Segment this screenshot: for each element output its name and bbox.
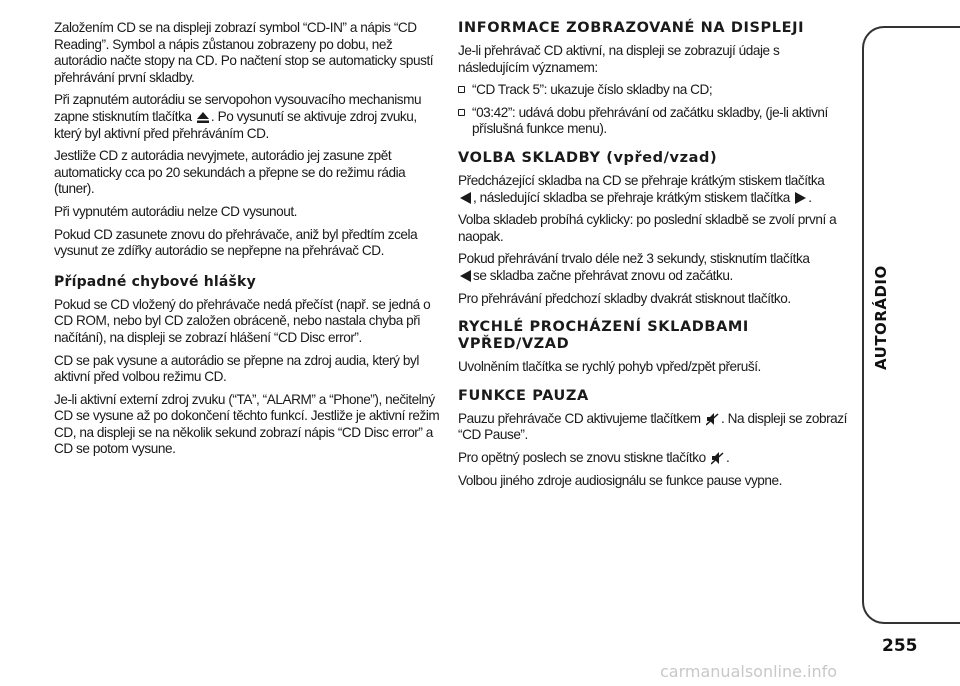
paragraph-previous-track: Pro přehrávání předchozí skladby dvakrát stisknout tlačítko.	[458, 290, 791, 306]
paragraph-source-switch: CD se pak vysune a autorádio se přepne na zdroj audia, který byl aktivní před volbou režimu CD.	[54, 352, 419, 385]
paragraph-disc-error: Pokud se CD vložený do přehrávače nedá přečíst (např. se jedná o CD ROM, nebo byl CD založen obráceně, nebo nastala chyba při načítání), na displeji se zobrazí hlášení “CD Disc error”.	[54, 296, 431, 345]
watermark: carmanualsonline.info	[660, 662, 838, 681]
mute-pause-icon	[711, 451, 724, 465]
paragraph-pause-activate: Pauzu přehrávače CD aktivujeme tlačítkem . Na displeji se zobrazí “CD Pause”.	[458, 410, 847, 443]
paragraph-external-source: Je-li aktivní externí zdroj zvuku (“TA”, “ALARM” a “Phone”), nečitelný CD se vysune až po dokončení těchto funkcí. Jestliže je aktivní režim CD, na displeji se na několik sekund zobrazí nápis “CD Disc error” a CD se potom vysune.	[54, 391, 440, 457]
heading-fast-browse: RYCHLÉ PROCHÁZENÍ SKLADBAMI VPŘED/VZAD	[458, 319, 749, 353]
eject-icon	[197, 112, 209, 123]
next-track-icon	[795, 192, 806, 204]
paragraph-display-info: Je-li přehrávač CD aktivní, na displeji se zobrazují údaje s následujícím významem:	[458, 43, 780, 75]
paragraph-cyclic: Volba skladeb probíhá cyklicky: po poslední skladbě se zvolí první a naopak.	[458, 212, 837, 244]
paragraph-no-eject-off: Při vypnutém autorádiu nelze CD vysunout.	[54, 203, 297, 219]
paragraph-eject: Při zapnutém autorádiu se servopohon vysouvacího mechanismu zapne stisknutím tlačítka . Po vysunutí se aktivuje zdroj zvuku, který byl aktivní před přehráváním CD.	[54, 92, 422, 141]
paragraph-reinsert: Pokud CD zasunete znovu do přehrávače, aniž byl předtím zcela vysunut ze zdířky autorádio se nepřepne na přehrávač CD.	[54, 226, 418, 259]
heading-track-select: VOLBA SKLADBY (vpřed/vzad)	[458, 149, 718, 166]
heading-pause: FUNKCE PAUZA	[458, 387, 589, 404]
paragraph-pause-resume: Pro opětný poslech se znovu stiskne tlačítko .	[458, 449, 730, 465]
checkbox-bullet-icon	[458, 86, 465, 93]
left-column	[54, 20, 440, 464]
checkbox-bullet-icon	[458, 109, 465, 116]
paragraph-cd-insert: Založením CD se na displeji zobrazí symbol “CD-IN” a nápis “CD Reading”. Symbol a nápis zůstanou zobrazeny po dobu, než autorádio načte stopy na CD. Po načtení stop se automaticky spustí přehrávání první skladby.	[54, 20, 434, 85]
prev-track-icon	[460, 270, 471, 282]
prev-track-icon	[460, 192, 471, 204]
section-tab-label: AUTORÁDIO	[872, 265, 890, 370]
paragraph-auto-reinsert: Jestliže CD z autorádia nevyjmete, autorádio jej zasune zpět automaticky cca po 20 sekundách a přepne se do režimu rádia (tuner).	[54, 148, 406, 197]
paragraph-track-buttons: Předcházející skladba na CD se přehraje krátkým stiskem tlačítka , následující skladba se přehraje krátkým stiskem tlačítka .	[458, 172, 825, 205]
heading-error-messages: Případné chybové hlášky	[54, 273, 256, 290]
mute-pause-icon	[706, 412, 719, 426]
paragraph-restart-track: Pokud přehrávání trvalo déle než 3 sekundy, stisknutím tlačítka se skladba začne přehrávat znovu od začátku.	[458, 251, 810, 283]
list-item: “03:42”: udává dobu přehrávání od začátku skladby, (je-li aktivní příslušná funkce menu).	[458, 105, 848, 138]
list-item: “CD Track 5”: ukazuje číslo skladby na CD;	[458, 82, 848, 99]
heading-display-info: INFORMACE ZOBRAZOVANÉ NA DISPLEJI	[458, 20, 805, 36]
paragraph-fast-release: Uvolněním tlačítka se rychlý pohyb vpřed/zpět přeruší.	[458, 359, 761, 375]
right-column	[458, 20, 848, 495]
paragraph-pause-off: Volbou jiného zdroje audiosignálu se funkce pause vypne.	[458, 472, 782, 488]
page-number: 255	[882, 636, 918, 656]
